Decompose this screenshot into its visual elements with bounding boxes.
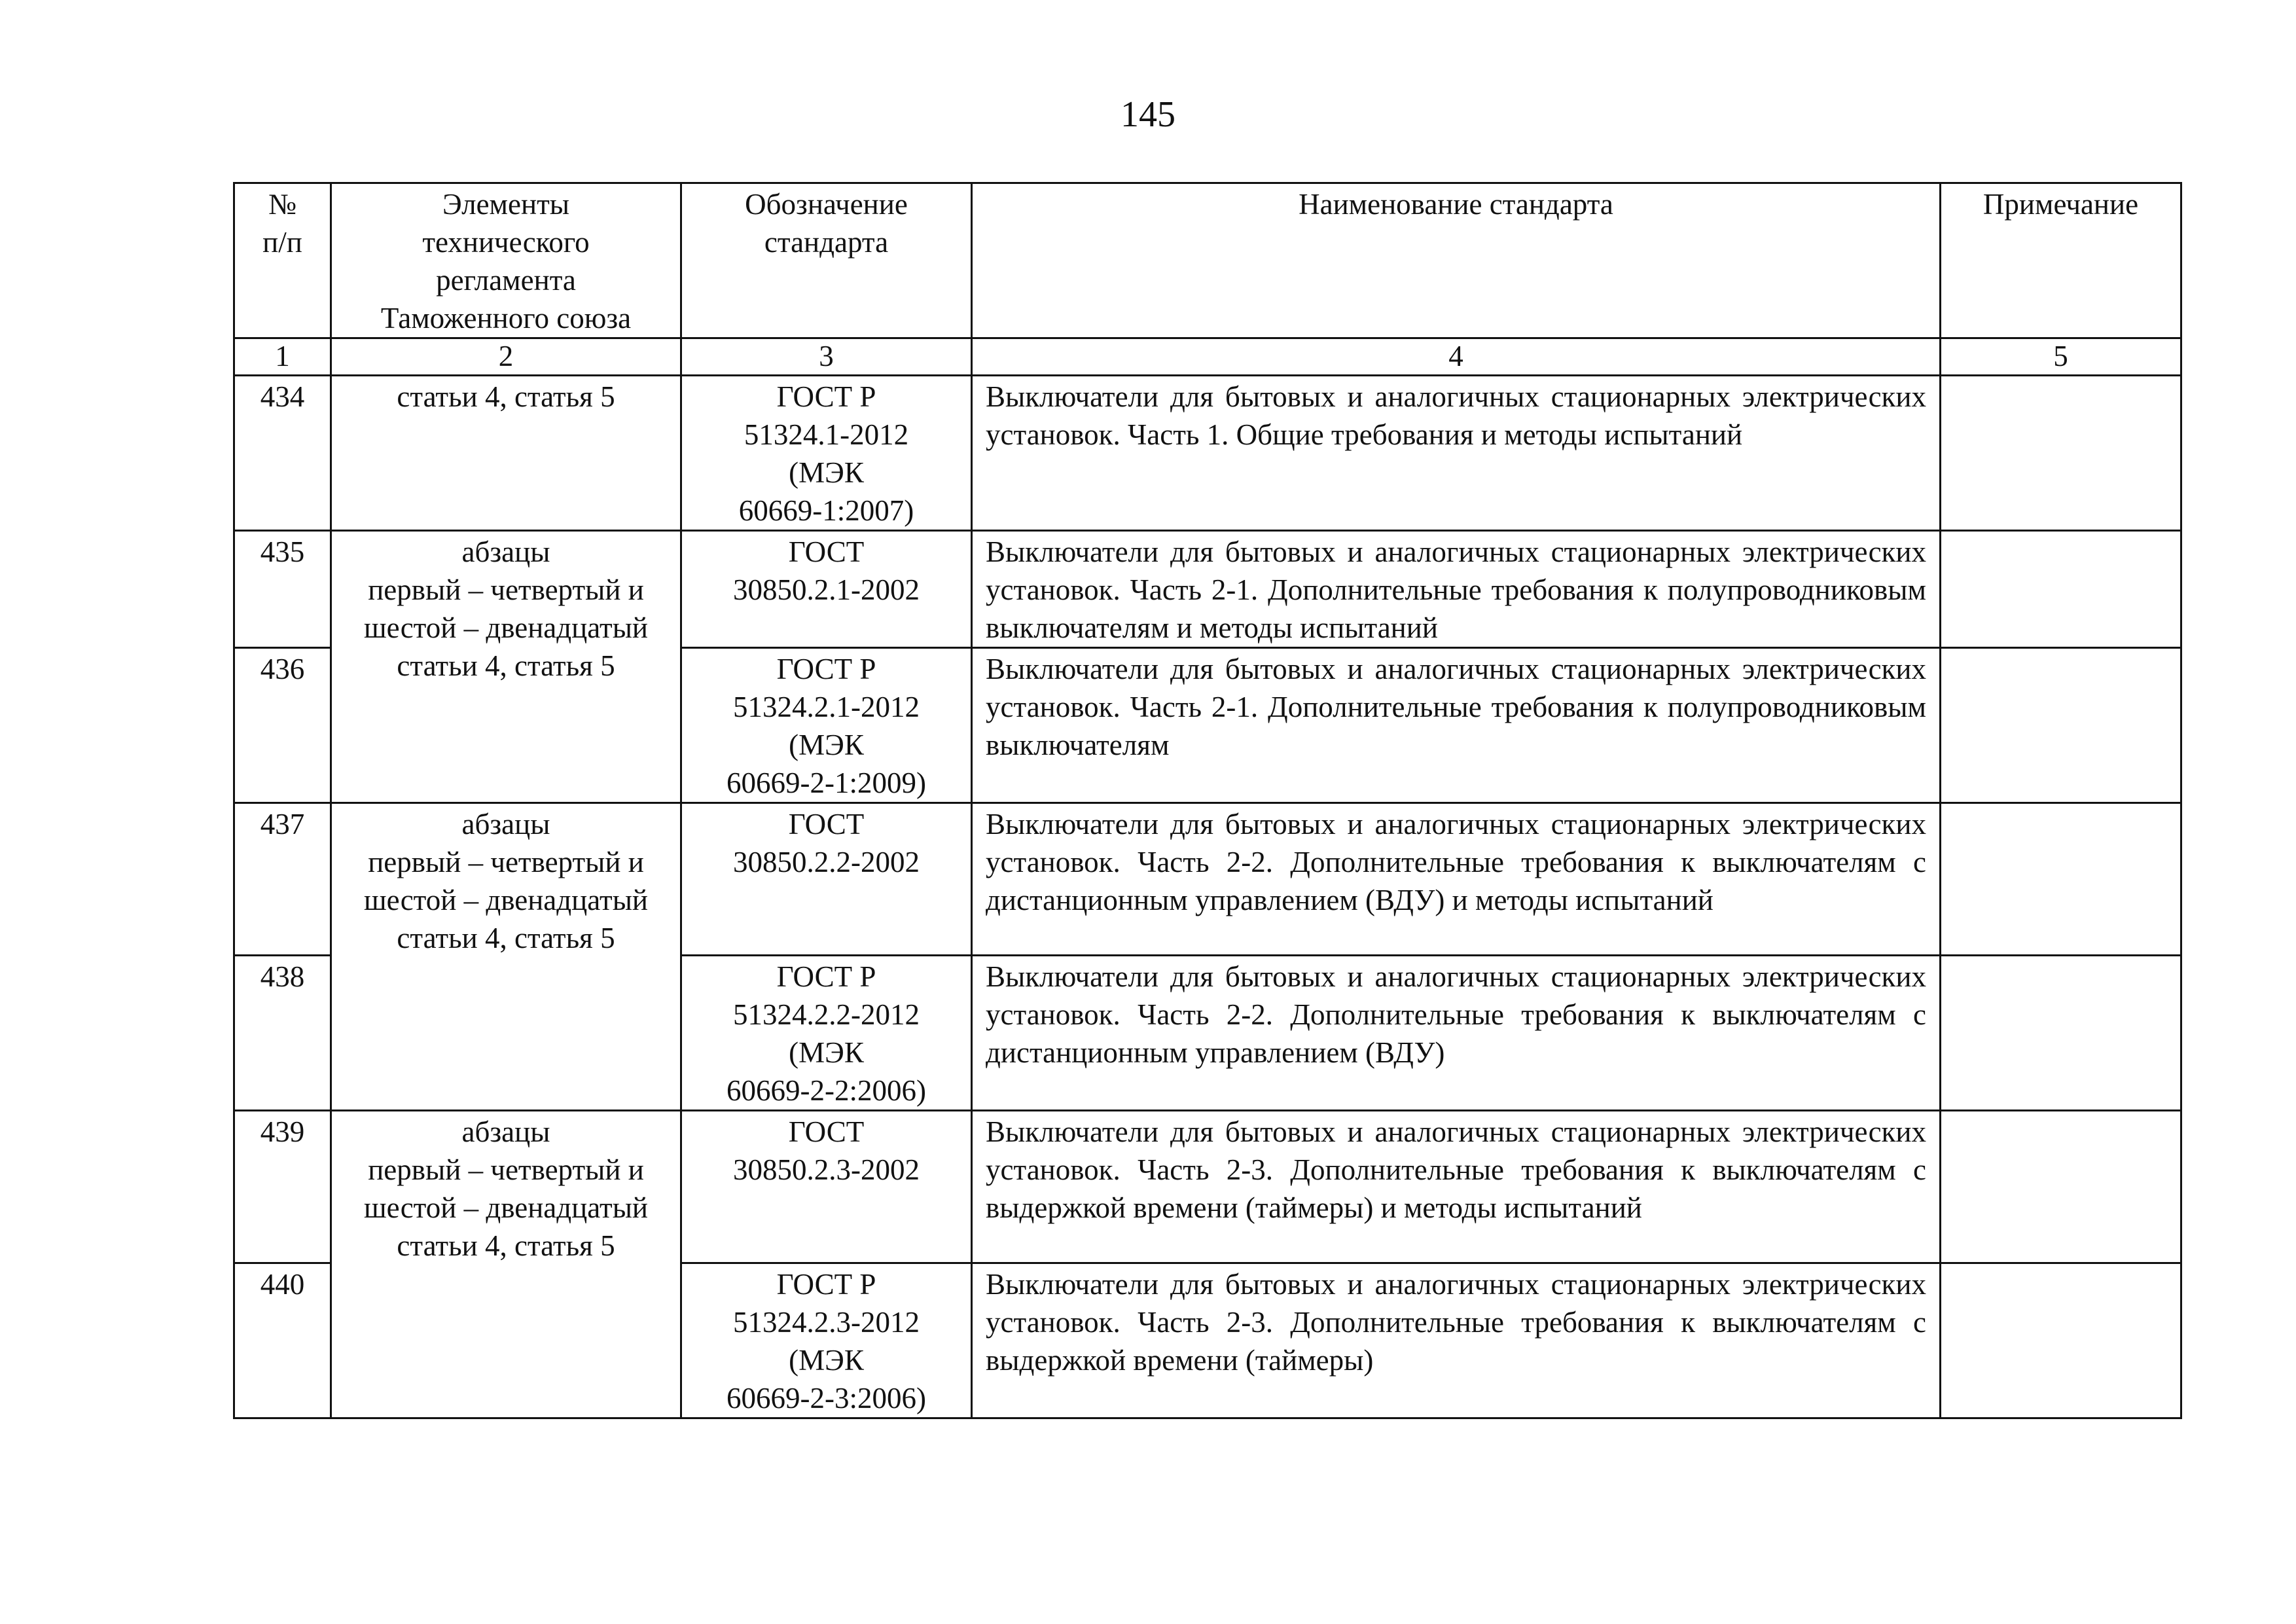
code-line: (МЭК	[789, 1036, 864, 1069]
elements-line: статьи 4, статья 5	[397, 380, 615, 413]
table-header-row	[234, 183, 2181, 338]
elements-line: абзацы	[461, 808, 550, 840]
code-line: 51324.1-2012	[744, 418, 909, 451]
code-line: 51324.2.1-2012	[733, 691, 920, 723]
row-number: 437	[234, 803, 331, 956]
code-line: 60669-2-2:2006)	[726, 1074, 926, 1107]
column-numbers-row	[234, 338, 2181, 376]
table-row	[234, 376, 2181, 531]
row-elements	[331, 1111, 681, 1418]
row-note	[1941, 1111, 2181, 1263]
code-line: 60669-2-1:2009)	[726, 767, 926, 799]
header-elements	[331, 183, 681, 338]
code-line: 30850.2.2-2002	[733, 846, 920, 878]
row-standard-code	[681, 1263, 972, 1418]
elements-line: статьи 4, статья 5	[397, 1229, 615, 1262]
row-standard-name: Выключатели для бытовых и аналогичных стационарных электрических установок. Часть 2-2. Дополнительные требования к выключателям с дистанционным управлением (ВДУ)	[972, 956, 1941, 1111]
header-note: Примечание	[1941, 183, 2181, 338]
header-elements-line: технического	[422, 226, 590, 259]
header-name: Наименование стандарта	[972, 183, 1941, 338]
row-number: 436	[234, 648, 331, 803]
elements-line: статьи 4, статья 5	[397, 922, 615, 954]
header-num-line: п/п	[262, 226, 302, 259]
code-line: ГОСТ	[788, 535, 865, 568]
row-note	[1941, 803, 2181, 956]
elements-line: первый – четвертый и	[368, 1153, 644, 1186]
row-standard-code	[681, 648, 972, 803]
column-number: 3	[681, 338, 972, 376]
row-standard-code	[681, 1111, 972, 1263]
column-number: 4	[972, 338, 1941, 376]
standards-table	[233, 182, 2182, 1419]
row-standard-name: Выключатели для бытовых и аналогичных стационарных электрических установок. Часть 2-1. Дополнительные требования к полупроводниковым выключателям и методы испытаний	[972, 531, 1941, 648]
code-line: 60669-1:2007)	[738, 494, 914, 527]
row-elements	[331, 531, 681, 803]
row-note	[1941, 531, 2181, 648]
code-line: (МЭК	[789, 1344, 864, 1377]
code-line: 51324.2.2-2012	[733, 998, 920, 1031]
row-note	[1941, 376, 2181, 531]
row-standard-code	[681, 531, 972, 648]
table-row	[234, 1111, 2181, 1263]
header-code	[681, 183, 972, 338]
row-standard-name: Выключатели для бытовых и аналогичных стационарных электрических установок. Часть 2-2. Дополнительные требования к выключателям с дистанционным управлением (ВДУ) и методы испытаний	[972, 803, 1941, 956]
row-standard-code	[681, 803, 972, 956]
header-num	[234, 183, 331, 338]
row-standard-code	[681, 376, 972, 531]
code-line: 30850.2.3-2002	[733, 1153, 920, 1186]
header-code-line: Обозначение	[745, 188, 908, 221]
row-number: 435	[234, 531, 331, 648]
elements-line: абзацы	[461, 535, 550, 568]
code-line: 60669-2-3:2006)	[726, 1382, 926, 1415]
code-line: 51324.2.3-2012	[733, 1306, 920, 1339]
row-standard-name: Выключатели для бытовых и аналогичных стационарных электрических установок. Часть 1. Общие требования и методы испытаний	[972, 376, 1941, 531]
code-line: ГОСТ Р	[776, 653, 876, 685]
table-row	[234, 803, 2181, 956]
row-standard-code	[681, 956, 972, 1111]
row-standard-name: Выключатели для бытовых и аналогичных стационарных электрических установок. Часть 2-3. Дополнительные требования к выключателям с выдержкой времени (таймеры) и методы испытаний	[972, 1111, 1941, 1263]
elements-line: абзацы	[461, 1115, 550, 1148]
row-note	[1941, 1263, 2181, 1418]
row-number: 440	[234, 1263, 331, 1418]
code-line: ГОСТ Р	[776, 960, 876, 993]
code-line: ГОСТ	[788, 1115, 865, 1148]
elements-line: первый – четвертый и	[368, 846, 644, 878]
row-number: 438	[234, 956, 331, 1111]
column-number: 2	[331, 338, 681, 376]
header-elements-line: Элементы	[442, 188, 569, 221]
code-line: ГОСТ Р	[776, 1268, 876, 1301]
row-standard-name: Выключатели для бытовых и аналогичных стационарных электрических установок. Часть 2-1. Дополнительные требования к полупроводниковым выключателям	[972, 648, 1941, 803]
code-line: 30850.2.1-2002	[733, 573, 920, 606]
row-note	[1941, 956, 2181, 1111]
code-line: ГОСТ Р	[776, 380, 876, 413]
elements-line: шестой – двенадцатый	[363, 884, 649, 916]
row-note	[1941, 648, 2181, 803]
table-row	[234, 531, 2181, 648]
column-number: 5	[1941, 338, 2181, 376]
header-num-line: №	[268, 188, 296, 221]
header-code-line: стандарта	[764, 226, 889, 259]
row-number: 439	[234, 1111, 331, 1263]
elements-line: первый – четвертый и	[368, 573, 644, 606]
page-number: 145	[1121, 94, 1175, 135]
row-elements	[331, 803, 681, 1111]
header-elements-line: Таможенного союза	[380, 302, 632, 334]
column-number: 1	[234, 338, 331, 376]
row-elements	[331, 376, 681, 531]
header-elements-line: регламента	[436, 264, 576, 297]
row-standard-name: Выключатели для бытовых и аналогичных стационарных электрических установок. Часть 2-3. Дополнительные требования к выключателям с выдержкой времени (таймеры)	[972, 1263, 1941, 1418]
code-line: (МЭК	[789, 729, 864, 761]
elements-line: шестой – двенадцатый	[363, 611, 649, 644]
elements-line: шестой – двенадцатый	[363, 1191, 649, 1224]
code-line: ГОСТ	[788, 808, 865, 840]
row-number: 434	[234, 376, 331, 531]
elements-line: статьи 4, статья 5	[397, 649, 615, 682]
code-line: (МЭК	[789, 456, 864, 489]
